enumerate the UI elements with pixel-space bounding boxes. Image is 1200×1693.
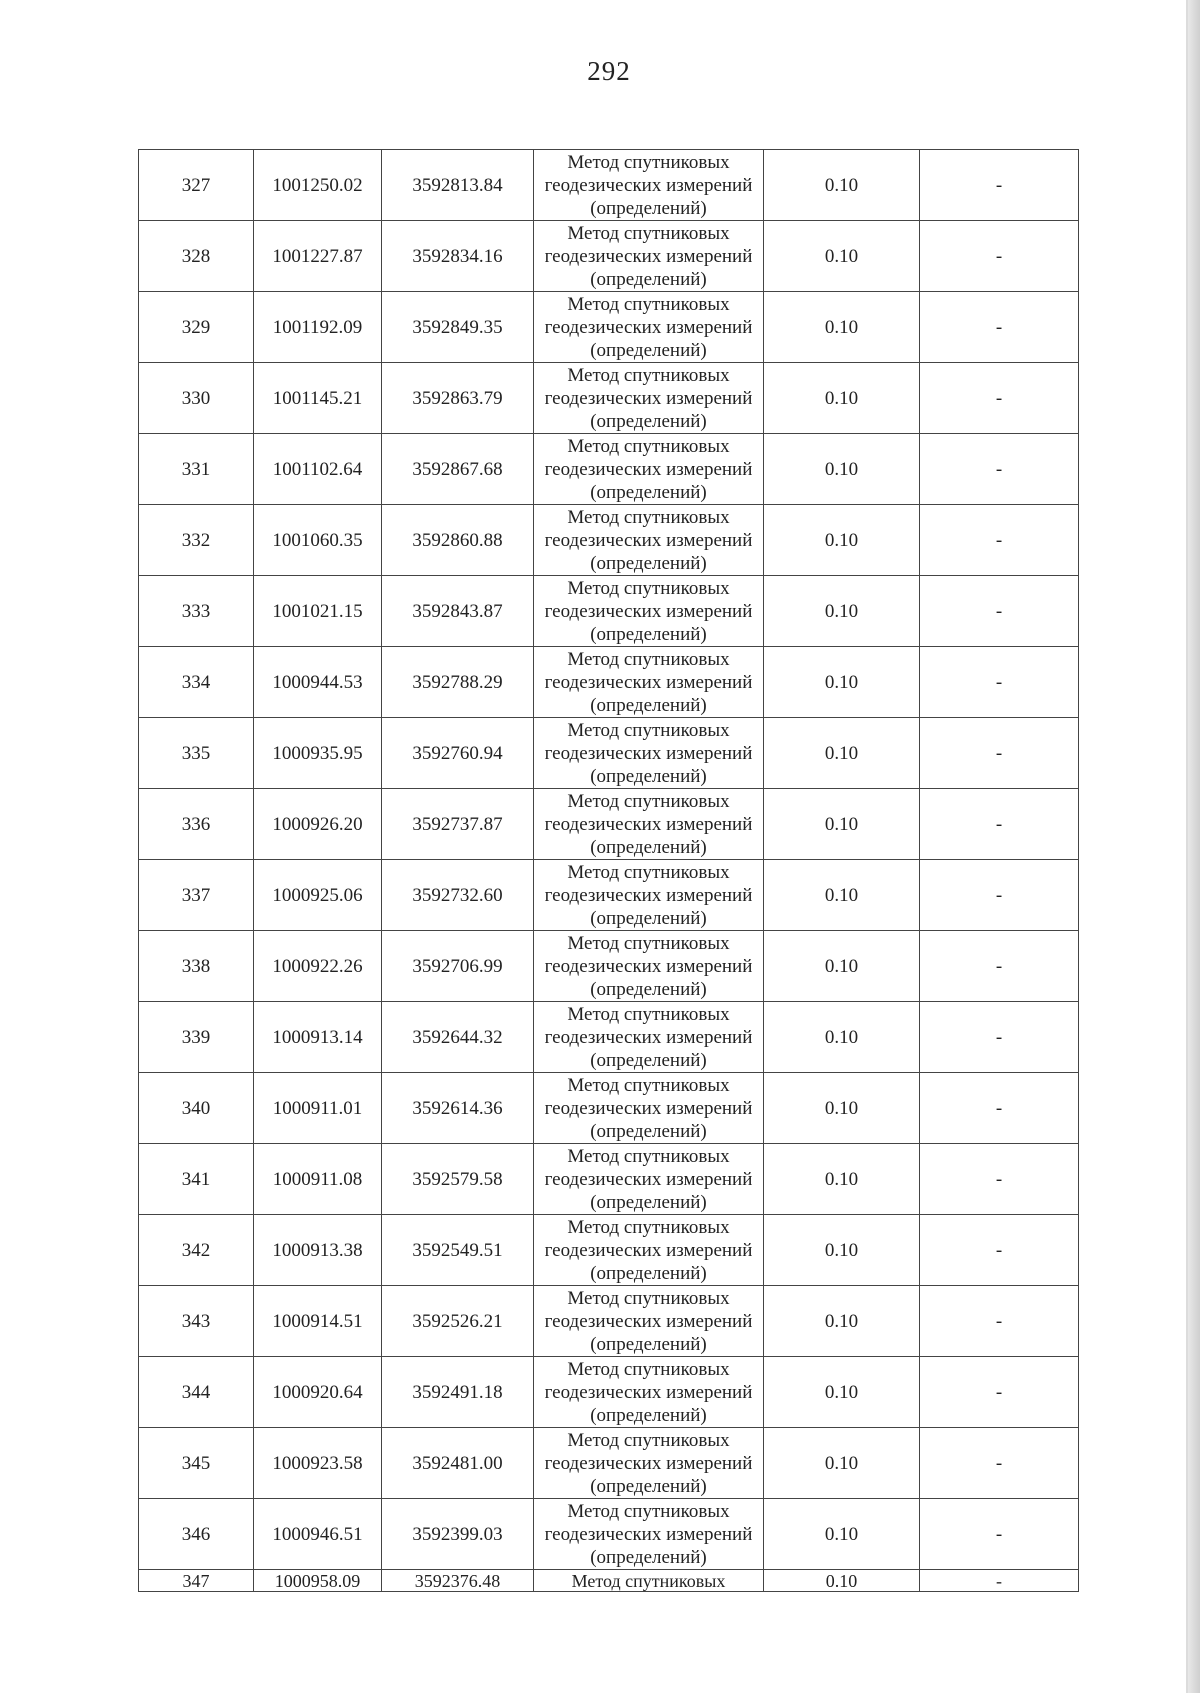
y-coordinate-cell: 3592813.84 (382, 150, 534, 221)
description-cell: - (920, 434, 1079, 505)
method-cell (534, 221, 764, 292)
method-line: геодезических измерений (544, 1452, 753, 1474)
y-coordinate-cell: 3592788.29 (382, 647, 534, 718)
method-line: Метод спутниковых (567, 151, 730, 173)
y-coordinate-cell: 3592376.48 (382, 1570, 534, 1592)
method-line: геодезических измерений (544, 245, 753, 267)
method-cell: Метод спутниковых (534, 1570, 764, 1592)
y-coordinate-cell: 3592644.32 (382, 1002, 534, 1073)
y-coordinate-cell: 3592863.79 (382, 363, 534, 434)
method-line: (определений) (590, 836, 707, 858)
description-cell: - (920, 1428, 1079, 1499)
page-number: 292 (587, 56, 631, 86)
method-line: геодезических измерений (544, 600, 753, 622)
method-line: геодезических измерений (544, 1026, 753, 1048)
x-coordinate-cell: 1001227.87 (254, 221, 382, 292)
method-cell (534, 1144, 764, 1215)
x-coordinate-cell: 1001060.35 (254, 505, 382, 576)
method-line: (определений) (590, 1049, 707, 1071)
table-row (139, 789, 1079, 860)
method-cell (534, 1499, 764, 1570)
method-line: геодезических измерений (544, 458, 753, 480)
method-cell (534, 150, 764, 221)
description-cell: - (920, 1144, 1079, 1215)
method-line: Метод спутниковых (567, 648, 730, 670)
accuracy-cell: 0.10 (764, 718, 920, 789)
method-line: Метод спутниковых (567, 1429, 730, 1451)
table-row (139, 647, 1079, 718)
x-coordinate-cell: 1001102.64 (254, 434, 382, 505)
method-cell (534, 434, 764, 505)
point-number-cell: 337 (139, 860, 254, 931)
method-line: Метод спутниковых (567, 861, 730, 883)
page-edge (1188, 0, 1200, 1693)
method-line: геодезических измерений (544, 1310, 753, 1332)
x-coordinate-cell: 1000946.51 (254, 1499, 382, 1570)
accuracy-cell: 0.10 (764, 1357, 920, 1428)
method-cell (534, 931, 764, 1002)
accuracy-cell: 0.10 (764, 860, 920, 931)
y-coordinate-cell: 3592760.94 (382, 718, 534, 789)
y-coordinate-cell: 3592706.99 (382, 931, 534, 1002)
x-coordinate-cell: 1001250.02 (254, 150, 382, 221)
point-number-cell: 342 (139, 1215, 254, 1286)
x-coordinate-cell: 1000914.51 (254, 1286, 382, 1357)
table-row (139, 1357, 1079, 1428)
method-line: (определений) (590, 694, 707, 716)
table-row (139, 1073, 1079, 1144)
x-coordinate-cell: 1001145.21 (254, 363, 382, 434)
description-cell: - (920, 931, 1079, 1002)
accuracy-cell: 0.10 (764, 1428, 920, 1499)
method-line: Метод спутниковых (567, 1216, 730, 1238)
x-coordinate-cell: 1000920.64 (254, 1357, 382, 1428)
point-number-cell: 328 (139, 221, 254, 292)
y-coordinate-cell: 3592549.51 (382, 1215, 534, 1286)
method-line: Метод спутниковых (567, 932, 730, 954)
method-line: Метод спутниковых (567, 222, 730, 244)
x-coordinate-cell: 1001192.09 (254, 292, 382, 363)
description-cell: - (920, 860, 1079, 931)
accuracy-cell: 0.10 (764, 1144, 920, 1215)
point-number-cell: 347 (139, 1570, 254, 1592)
method-cell (534, 1073, 764, 1144)
y-coordinate-cell: 3592732.60 (382, 860, 534, 931)
method-line: (определений) (590, 552, 707, 574)
accuracy-cell: 0.10 (764, 363, 920, 434)
method-line: (определений) (590, 1475, 707, 1497)
accuracy-cell: 0.10 (764, 576, 920, 647)
accuracy-cell: 0.10 (764, 1073, 920, 1144)
description-cell: - (920, 576, 1079, 647)
method-line: (определений) (590, 765, 707, 787)
method-line: (определений) (590, 1120, 707, 1142)
table-row (139, 718, 1079, 789)
method-line: Метод спутниковых (567, 293, 730, 315)
y-coordinate-cell: 3592526.21 (382, 1286, 534, 1357)
description-cell: - (920, 1357, 1079, 1428)
x-coordinate-cell: 1000922.26 (254, 931, 382, 1002)
accuracy-cell: 0.10 (764, 789, 920, 860)
point-number-cell: 341 (139, 1144, 254, 1215)
point-number-cell: 338 (139, 931, 254, 1002)
table-row (139, 292, 1079, 363)
table-row (139, 931, 1079, 1002)
point-number-cell: 334 (139, 647, 254, 718)
accuracy-cell: 0.10 (764, 1002, 920, 1073)
method-line: геодезических измерений (544, 884, 753, 906)
table-row (139, 363, 1079, 434)
method-cell (534, 1357, 764, 1428)
accuracy-cell: 0.10 (764, 1286, 920, 1357)
x-coordinate-cell: 1000926.20 (254, 789, 382, 860)
accuracy-cell: 0.10 (764, 931, 920, 1002)
method-line: (определений) (590, 1546, 707, 1568)
method-line: геодезических измерений (544, 813, 753, 835)
method-line: Метод спутниковых (567, 1074, 730, 1096)
table-row (139, 1144, 1079, 1215)
method-line: (определений) (590, 1404, 707, 1426)
method-line: геодезических измерений (544, 174, 753, 196)
description-cell: - (920, 505, 1079, 576)
point-number-cell: 344 (139, 1357, 254, 1428)
method-line: Метод спутниковых (567, 790, 730, 812)
accuracy-cell: 0.10 (764, 150, 920, 221)
method-line: (определений) (590, 1262, 707, 1284)
description-cell: - (920, 718, 1079, 789)
method-line: геодезических измерений (544, 1523, 753, 1545)
point-number-cell: 333 (139, 576, 254, 647)
description-cell: - (920, 1073, 1079, 1144)
method-cell (534, 1215, 764, 1286)
method-cell (534, 860, 764, 931)
x-coordinate-cell: 1000935.95 (254, 718, 382, 789)
method-line: геодезических измерений (544, 316, 753, 338)
description-cell: - (920, 363, 1079, 434)
table-row (139, 1499, 1079, 1570)
y-coordinate-cell: 3592737.87 (382, 789, 534, 860)
point-number-cell: 343 (139, 1286, 254, 1357)
x-coordinate-cell: 1000923.58 (254, 1428, 382, 1499)
method-line: (определений) (590, 410, 707, 432)
y-coordinate-cell: 3592399.03 (382, 1499, 534, 1570)
accuracy-cell: 0.10 (764, 1570, 920, 1592)
y-coordinate-cell: 3592481.00 (382, 1428, 534, 1499)
method-cell (534, 718, 764, 789)
x-coordinate-cell: 1000911.01 (254, 1073, 382, 1144)
point-number-cell: 329 (139, 292, 254, 363)
method-line: (определений) (590, 268, 707, 290)
method-line: (определений) (590, 907, 707, 929)
accuracy-cell: 0.10 (764, 434, 920, 505)
accuracy-cell: 0.10 (764, 647, 920, 718)
table-row (139, 1428, 1079, 1499)
y-coordinate-cell: 3592860.88 (382, 505, 534, 576)
method-line: (определений) (590, 339, 707, 361)
table-row (139, 860, 1079, 931)
description-cell: - (920, 1215, 1079, 1286)
table-row (139, 1570, 1079, 1592)
table-row (139, 505, 1079, 576)
table-row (139, 434, 1079, 505)
description-cell: - (920, 1570, 1079, 1592)
method-line: (определений) (590, 1333, 707, 1355)
y-coordinate-cell: 3592579.58 (382, 1144, 534, 1215)
method-line: геодезических измерений (544, 1239, 753, 1261)
coordinates-table (138, 149, 1079, 1592)
description-cell: - (920, 1002, 1079, 1073)
point-number-cell: 332 (139, 505, 254, 576)
y-coordinate-cell: 3592834.16 (382, 221, 534, 292)
point-number-cell: 340 (139, 1073, 254, 1144)
method-line: (определений) (590, 197, 707, 219)
x-coordinate-cell: 1001021.15 (254, 576, 382, 647)
table-row (139, 150, 1079, 221)
method-line: геодезических измерений (544, 671, 753, 693)
method-cell (534, 505, 764, 576)
accuracy-cell: 0.10 (764, 221, 920, 292)
description-cell: - (920, 150, 1079, 221)
method-line: геодезических измерений (544, 1381, 753, 1403)
x-coordinate-cell: 1000911.08 (254, 1144, 382, 1215)
table-row (139, 221, 1079, 292)
y-coordinate-cell: 3592614.36 (382, 1073, 534, 1144)
point-number-cell: 345 (139, 1428, 254, 1499)
point-number-cell: 336 (139, 789, 254, 860)
accuracy-cell: 0.10 (764, 1215, 920, 1286)
accuracy-cell: 0.10 (764, 1499, 920, 1570)
table-row (139, 1002, 1079, 1073)
method-line: (определений) (590, 978, 707, 1000)
method-line: Метод спутниковых (567, 719, 730, 741)
x-coordinate-cell: 1000958.09 (254, 1570, 382, 1592)
table-row (139, 1215, 1079, 1286)
point-number-cell: 327 (139, 150, 254, 221)
method-line: Метод спутниковых (567, 1003, 730, 1025)
method-line: геодезических измерений (544, 1168, 753, 1190)
method-line: Метод спутниковых (567, 1358, 730, 1380)
accuracy-cell: 0.10 (764, 505, 920, 576)
method-cell (534, 1428, 764, 1499)
method-line: (определений) (590, 481, 707, 503)
method-line: Метод спутниковых (567, 1287, 730, 1309)
method-cell (534, 1286, 764, 1357)
point-number-cell: 339 (139, 1002, 254, 1073)
description-cell: - (920, 789, 1079, 860)
point-number-cell: 330 (139, 363, 254, 434)
point-number-cell: 331 (139, 434, 254, 505)
method-line: геодезических измерений (544, 742, 753, 764)
method-line: (определений) (590, 623, 707, 645)
x-coordinate-cell: 1000925.06 (254, 860, 382, 931)
method-cell (534, 789, 764, 860)
method-line: геодезических измерений (544, 955, 753, 977)
accuracy-cell: 0.10 (764, 292, 920, 363)
y-coordinate-cell: 3592867.68 (382, 434, 534, 505)
description-cell: - (920, 292, 1079, 363)
method-line: Метод спутниковых (567, 435, 730, 457)
table-row (139, 576, 1079, 647)
y-coordinate-cell: 3592491.18 (382, 1357, 534, 1428)
method-line: (определений) (590, 1191, 707, 1213)
method-line: Метод спутниковых (567, 577, 730, 599)
y-coordinate-cell: 3592843.87 (382, 576, 534, 647)
table-body (139, 150, 1079, 1592)
description-cell: - (920, 1499, 1079, 1570)
x-coordinate-cell: 1000944.53 (254, 647, 382, 718)
point-number-cell: 335 (139, 718, 254, 789)
description-cell: - (920, 1286, 1079, 1357)
method-cell (534, 576, 764, 647)
description-cell: - (920, 221, 1079, 292)
x-coordinate-cell: 1000913.38 (254, 1215, 382, 1286)
method-line: Метод спутниковых (567, 506, 730, 528)
method-cell (534, 647, 764, 718)
point-number-cell: 346 (139, 1499, 254, 1570)
x-coordinate-cell: 1000913.14 (254, 1002, 382, 1073)
method-cell (534, 1002, 764, 1073)
description-cell: - (920, 647, 1079, 718)
method-cell (534, 292, 764, 363)
method-line: Метод спутниковых (567, 1145, 730, 1167)
method-line: Метод спутниковых (567, 1500, 730, 1522)
method-cell (534, 363, 764, 434)
y-coordinate-cell: 3592849.35 (382, 292, 534, 363)
table-row (139, 1286, 1079, 1357)
method-line: геодезических измерений (544, 529, 753, 551)
method-line: Метод спутниковых (567, 364, 730, 386)
method-line: геодезических измерений (544, 387, 753, 409)
method-line: геодезических измерений (544, 1097, 753, 1119)
